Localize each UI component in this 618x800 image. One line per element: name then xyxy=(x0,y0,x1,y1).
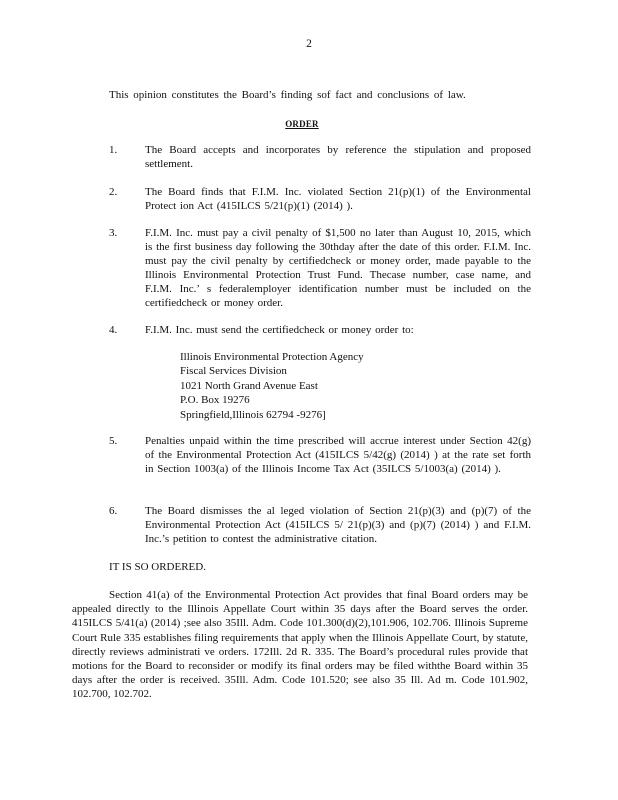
item-text: The Board finds that F.I.M. Inc. violated Section 21(p)(1) of the Environmental Protect ion Act (415ILCS 5/21(p)(1) (2014) ). xyxy=(145,186,531,212)
order-heading xyxy=(0,117,618,131)
appeal-paragraph: Section 41(a) of the Environmental Protection Act provides that final Board orders may be appealed directly to the Illinois Appellate Court within 35 days after the Board serves the order. 415ILCS 5/41(a) (2014) ;see also 35Ill. Adm. Code 101.300(d)(2),101.906, 102.706. Illinois Supreme Court Rule 335 establishes filing requirements that apply when the Illinois Appellate Court, by statute, directly reviews administrati ve orders. 172Ill. 2d R. 335. The Board’s procedural rules provide that motions for the Board to reconsider or modify its final orders may be filed withthe Board within 35 days after the order is received. 35Ill. Adm. Code 101.520; see also 35 Ill. Ad m. Code 101.902, 102.700, 102.702. xyxy=(72,589,528,701)
address-line: P.O. Box 19276 xyxy=(180,394,250,407)
item-number: 6. xyxy=(109,505,118,517)
address-line: Fiscal Services Division xyxy=(180,365,287,378)
so-ordered: IT IS SO ORDERED. xyxy=(109,561,206,573)
item-text: F.I.M. Inc. must send the certifiedcheck or money order to: xyxy=(145,324,414,336)
item-text: Penalties unpaid within the time prescribed will accrue interest under Section 42(g) of the Environmental Protection Act (415ILCS 5/42(g) (2014) ) at the rate set forth in Section 1003(a) of the Illinois Income Tax Act (35ILCS 5/1003(a) (2014) ). xyxy=(145,435,531,475)
page-number: 2 xyxy=(306,38,312,50)
order-heading-text: ORDER xyxy=(285,119,319,129)
item-text: The Board dismisses the al leged violation of Section 21(p)(3) and (p)(7) of the Environmental Protection Act (415ILCS 5/ 21(p)(3) and (p)(7) (2014) ) and F.I.M. Inc.’s petition to contest the administrative citation. xyxy=(145,505,531,545)
item-text: The Board accepts and incorporates by reference the stipulation and proposed settlement. xyxy=(145,144,531,170)
item-text: F.I.M. Inc. must pay a civil penalty of $1,500 no later than August 10, 2015, which is the first business day following the 30thday after the date of this order. F.I.M. Inc. must pay the civil penalty by certifiedcheck or money order, made payable to the Illinois Environmental Protection Trust Fund. Thecase number, case name, and F.I.M. Inc.’ s federalemployer identification number must be included on the certifiedcheck or money order. xyxy=(145,227,531,309)
mailing-address xyxy=(180,350,364,422)
intro-paragraph: This opinion constitutes the Board’s finding sof fact and conclusions of law. xyxy=(109,89,466,101)
address-line: 1021 North Grand Avenue East xyxy=(180,379,318,392)
item-number: 2. xyxy=(109,186,118,198)
item-number: 5. xyxy=(109,435,118,447)
item-number: 4. xyxy=(109,324,118,336)
address-line: Illinois Environmental Protection Agency xyxy=(180,351,364,363)
item-number: 3. xyxy=(109,227,118,239)
item-number: 1. xyxy=(109,144,118,156)
address-line: Springfield,Illinois 62794 -9276] xyxy=(180,408,326,421)
